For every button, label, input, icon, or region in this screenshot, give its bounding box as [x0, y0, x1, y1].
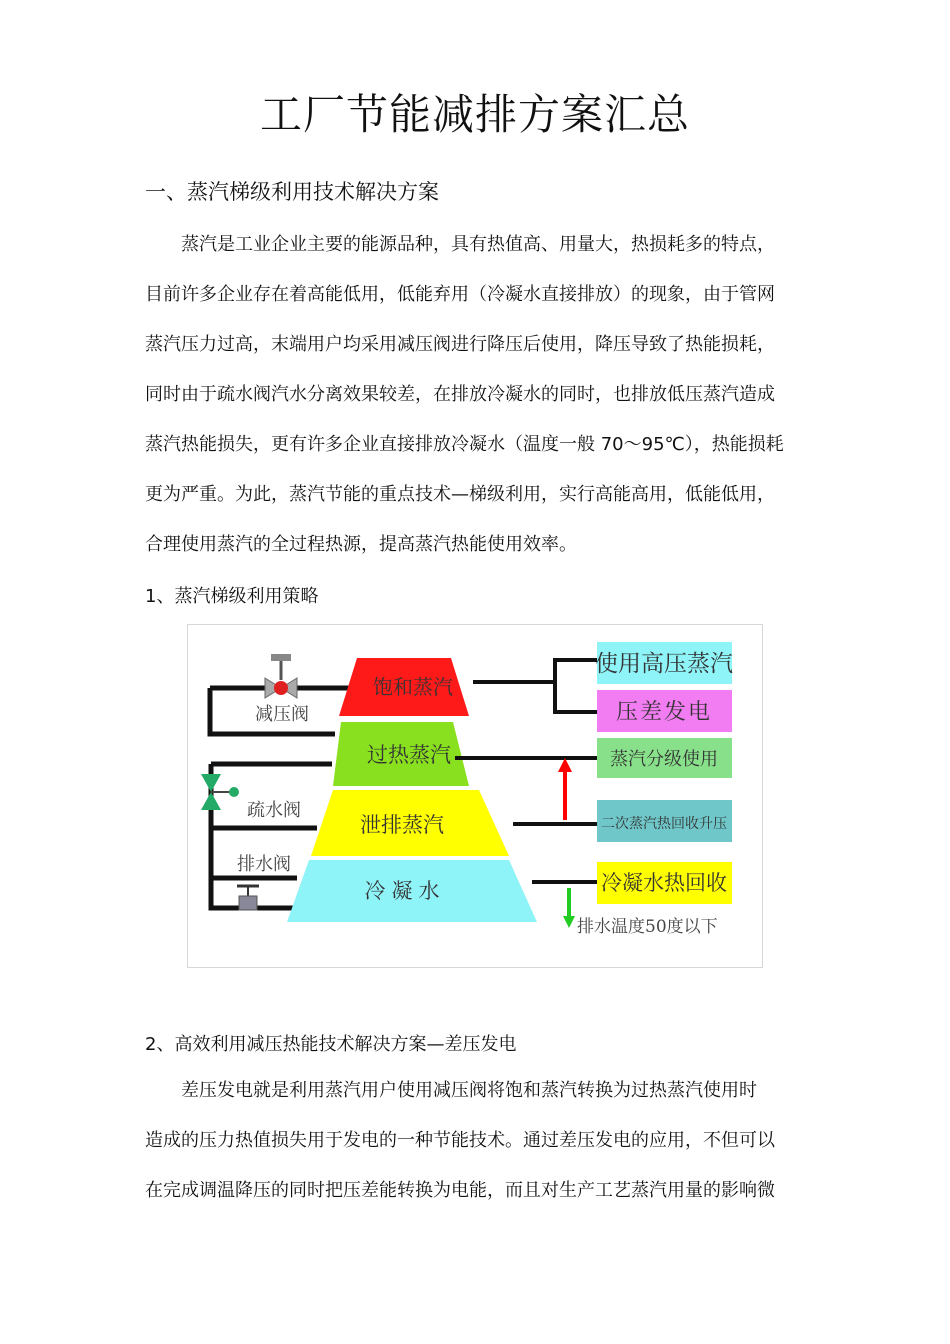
paragraph-line: 蒸汽压力过高，末端用户均采用减压阀进行降压后使用，降压导致了热能损耗，	[145, 334, 775, 355]
section-heading-steam-cascade: 一、蒸汽梯级利用技术解决方案	[145, 180, 439, 204]
valve-label-pressure: 减压阀	[255, 704, 309, 725]
output-label-condensate-recovery: 冷凝水热回收	[601, 871, 727, 895]
paragraph-line: 蒸汽是工业企业主要的能源品种，具有热值高、用量大，热损耗多的特点，	[181, 234, 775, 255]
paragraph-line: 造成的压力热值损失用于发电的一种节能技术。通过差压发电的应用，不但可以	[145, 1130, 775, 1151]
paragraph-line: 差压发电就是利用蒸汽用户使用减压阀将饱和蒸汽转换为过热蒸汽使用时	[181, 1080, 757, 1101]
paragraph-line: 同时由于疏水阀汽水分离效果较差，在排放冷凝水的同时，也排放低压蒸汽造成	[145, 384, 775, 405]
tier-label-saturated: 饱和蒸汽	[373, 675, 453, 699]
tier-label-condensate: 冷凝水	[364, 879, 446, 903]
paragraph-line: 更为严重。为此，蒸汽节能的重点技术—梯级利用，实行高能高用，低能低用，	[145, 484, 775, 505]
steam-cascade-diagram	[187, 624, 763, 968]
subheading-cascade-strategy: 1、蒸汽梯级利用策略	[145, 586, 319, 607]
section2-paragraph	[145, 1066, 825, 1216]
valve-label-drain: 疏水阀	[247, 800, 301, 821]
paragraph-line: 蒸汽热能损失，更有许多企业直接排放冷凝水（温度一般 70～95℃），热能损耗	[145, 434, 784, 455]
output-label-differential-power: 压差发电	[615, 700, 713, 725]
drain-temperature-note: 排水温度50度以下	[577, 917, 718, 937]
output-label-high-pressure: 使用高压蒸汽	[595, 651, 733, 677]
subheading-differential-power: 2、高效利用减压热能技术解决方案—差压发电	[145, 1034, 517, 1055]
tier-label-vented: 泄排蒸汽	[360, 813, 444, 837]
paragraph-line: 目前许多企业存在着高能低用，低能弃用（冷凝水直接排放）的现象，由于管网	[145, 284, 775, 305]
section1-paragraph	[145, 220, 825, 570]
document-title: 工厂节能减排方案汇总	[259, 90, 690, 139]
output-label-graded-use: 蒸汽分级使用	[610, 749, 718, 770]
valve-label-discharge: 排水阀	[237, 854, 291, 875]
paragraph-line: 在完成调温降压的同时把压差能转换为电能，而且对生产工艺蒸汽用量的影响微	[145, 1180, 775, 1201]
tier-label-superheated: 过热蒸汽	[367, 743, 451, 767]
paragraph-line: 合理使用蒸汽的全过程热源，提高蒸汽热能使用效率。	[145, 534, 577, 555]
output-label-secondary-recovery: 二次蒸汽热回收升压	[601, 816, 727, 832]
